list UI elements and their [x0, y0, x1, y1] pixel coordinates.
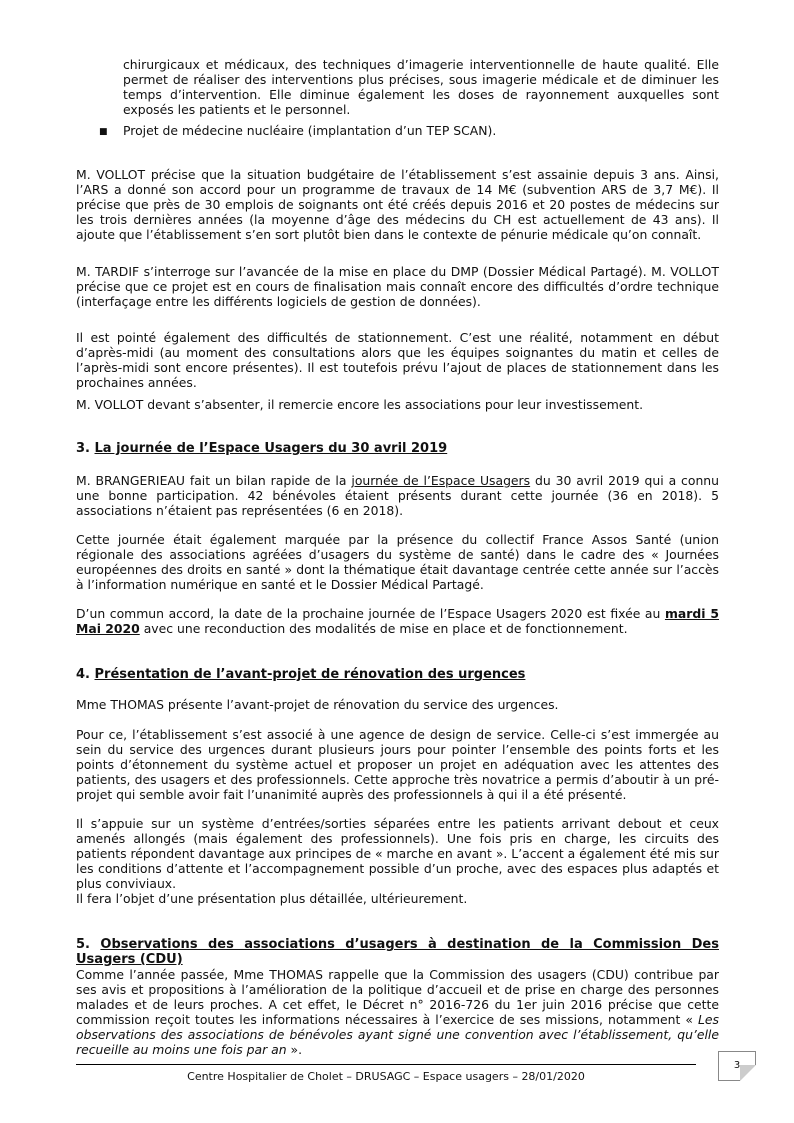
section-4-paragraph-1: Mme THOMAS présente l’avant-projet de rénovation du service des urgences. [76, 697, 559, 712]
section-5-heading [76, 937, 719, 967]
text-run: avec une reconduction des modalités de mise en place et de fonctionnement. [139, 621, 628, 636]
italic-quote: Les observations des associations de bénévoles ayant signé une convention avec l’établissement, qu’elle recueille au moins une fois par an [76, 1012, 719, 1057]
paragraph-vollot-leaves: M. VOLLOT devant s’absenter, il remercie encore les associations pour leur investissement. [76, 397, 644, 412]
section-4-title: Présentation de l’avant-projet de rénovation des urgences [94, 667, 526, 682]
text-run: Comme l’année passée, Mme THOMAS rappelle que la Commission des usagers (CDU) contribue par ses avis et propositions à l’amélioration de la politique d’accueil et de prise en charge des personnes malades et de leurs proches. A cet effet, le Décret n° 2016-726 du 1er juin 2016 précise que cette commission reçoit toutes les informations nécessaires à l’exercice de ses missions, notamment « [76, 967, 719, 1027]
bullet-item: Projet de médecine nucléaire (implantation d’un TEP SCAN). [123, 123, 497, 138]
section-5-title: Observations des associations d’usagers à destination de la Commission Des Usagers (CDU) [76, 937, 719, 967]
section-3-paragraph-1 [76, 473, 719, 518]
text-run: du 30 avril 2019 qui a connu une bonne participation. 42 bénévoles étaient présents durant cette journée (36 en 2018). 5 associations n’étaient pas représentées (6 en 2018). [76, 473, 720, 518]
text-run: D’un commun accord, la date de la prochaine journée de l’Espace Usagers 2020 est fixée au [76, 606, 665, 621]
section-3-paragraph-3 [76, 606, 719, 636]
section-5-paragraph-1 [76, 967, 719, 1057]
bold-date: mardi 5 Mai 2020 [76, 606, 720, 636]
footer-rule [76, 1064, 696, 1065]
section-3-heading [76, 441, 719, 456]
section-3-paragraph-2: Cette journée était également marquée par la présence du collectif France Assos Santé (union régionale des associations agréées d’usagers du système de santé) dans le cadre des « Journées européennes des droits en santé » dont la thématique était davantage centrée cette année sur l’accès à l’information numérique en santé et le Dossier Médical Partagé. [76, 532, 719, 592]
section-4-number: 4. [76, 667, 95, 682]
section-4-paragraph-2: Pour ce, l’établissement s’est associé à une agence de design de service. Celle-ci s’est immergée au sein du service des urgences durant plusieurs jours pour pointer l’ensemble des points forts et les points d’étonnement du système actuel et proposer un projet en adéquation avec les attentes des patients, des usagers et des professionnels. Cette approche très novatrice a permis d’aboutir à un pré-projet qui semble avoir fait l’unanimité auprès des professionnels à qui il a été présenté. [76, 727, 719, 802]
section-3-title: La journée de l’Espace Usagers du 30 avril 2019 [94, 441, 448, 456]
underlined-phrase: journée de l’Espace Usagers [351, 473, 531, 488]
page-number: 3 [718, 1051, 756, 1081]
section-3-number: 3. [76, 441, 95, 456]
footer-text: Centre Hospitalier de Cholet – DRUSAGC – Espace usagers – 28/01/2020 [187, 1070, 585, 1083]
section-4-paragraph-4: Il fera l’objet d’une présentation plus détaillée, ultérieurement. [76, 891, 468, 906]
intro-paragraph: chirurgicaux et médicaux, des techniques d’imagerie interventionnelle de haute qualité. Elle permet de réaliser des interventions plus précises, sous imagerie médicale et de diminuer les temps d’intervention. Elle diminue également les doses de rayonnement auxquelles sont exposés les patients et le personnel. [123, 57, 719, 117]
paragraph-dmp: M. TARDIF s’interroge sur l’avancée de la mise en place du DMP (Dossier Médical Partagé). M. VOLLOT précise que ce projet est en cours de finalisation mais connaît encore des difficultés d’ordre technique (interfaçage entre les différents logiciels de gestion de données). [76, 264, 719, 309]
bullet-marker: ■ [99, 127, 108, 137]
text-run: ». [286, 1042, 303, 1057]
text-run: M. BRANGERIEAU fait un bilan rapide de la [76, 473, 352, 488]
section-4-heading [76, 667, 719, 682]
paragraph-budget: M. VOLLOT précise que la situation budgétaire de l’établissement s’est assainie depuis 3 ans. Ainsi, l’ARS a donné son accord pour un programme de travaux de 14 M€ (subvention ARS de 3,7 M€). Il précise que près de 30 emplois de soignants ont été créés depuis 2016 et 20 postes de médecins sur les trois dernières années (la moyenne d’âge des médecins du CH est actuellement de 43 ans). Il ajoute que l’établissement s’en sort plutôt bien dans le contexte de pénurie médicale qu’on connaît. [76, 167, 719, 242]
section-4-paragraph-3: Il s’appuie sur un système d’entrées/sorties séparées entre les patients arrivant debout et ceux amenés allongés (mais également des professionnels). Une fois pris en charge, les circuits des patients répondent davantage aux principes de « marche en avant ». L’accent a également été mis sur les conditions d’attente et l’accompagnement possible d’un proche, avec des espaces plus adaptés et plus conviviaux. [76, 816, 719, 891]
section-5-number: 5. [76, 937, 101, 952]
paragraph-parking: Il est pointé également des difficultés de stationnement. C’est une réalité, notamment en début d’après-midi (au moment des consultations alors que les équipes soignantes du matin et celles de l’après-midi sont encore présentes). Il est toutefois prévu l’ajout de places de stationnement dans les prochaines années. [76, 330, 719, 390]
